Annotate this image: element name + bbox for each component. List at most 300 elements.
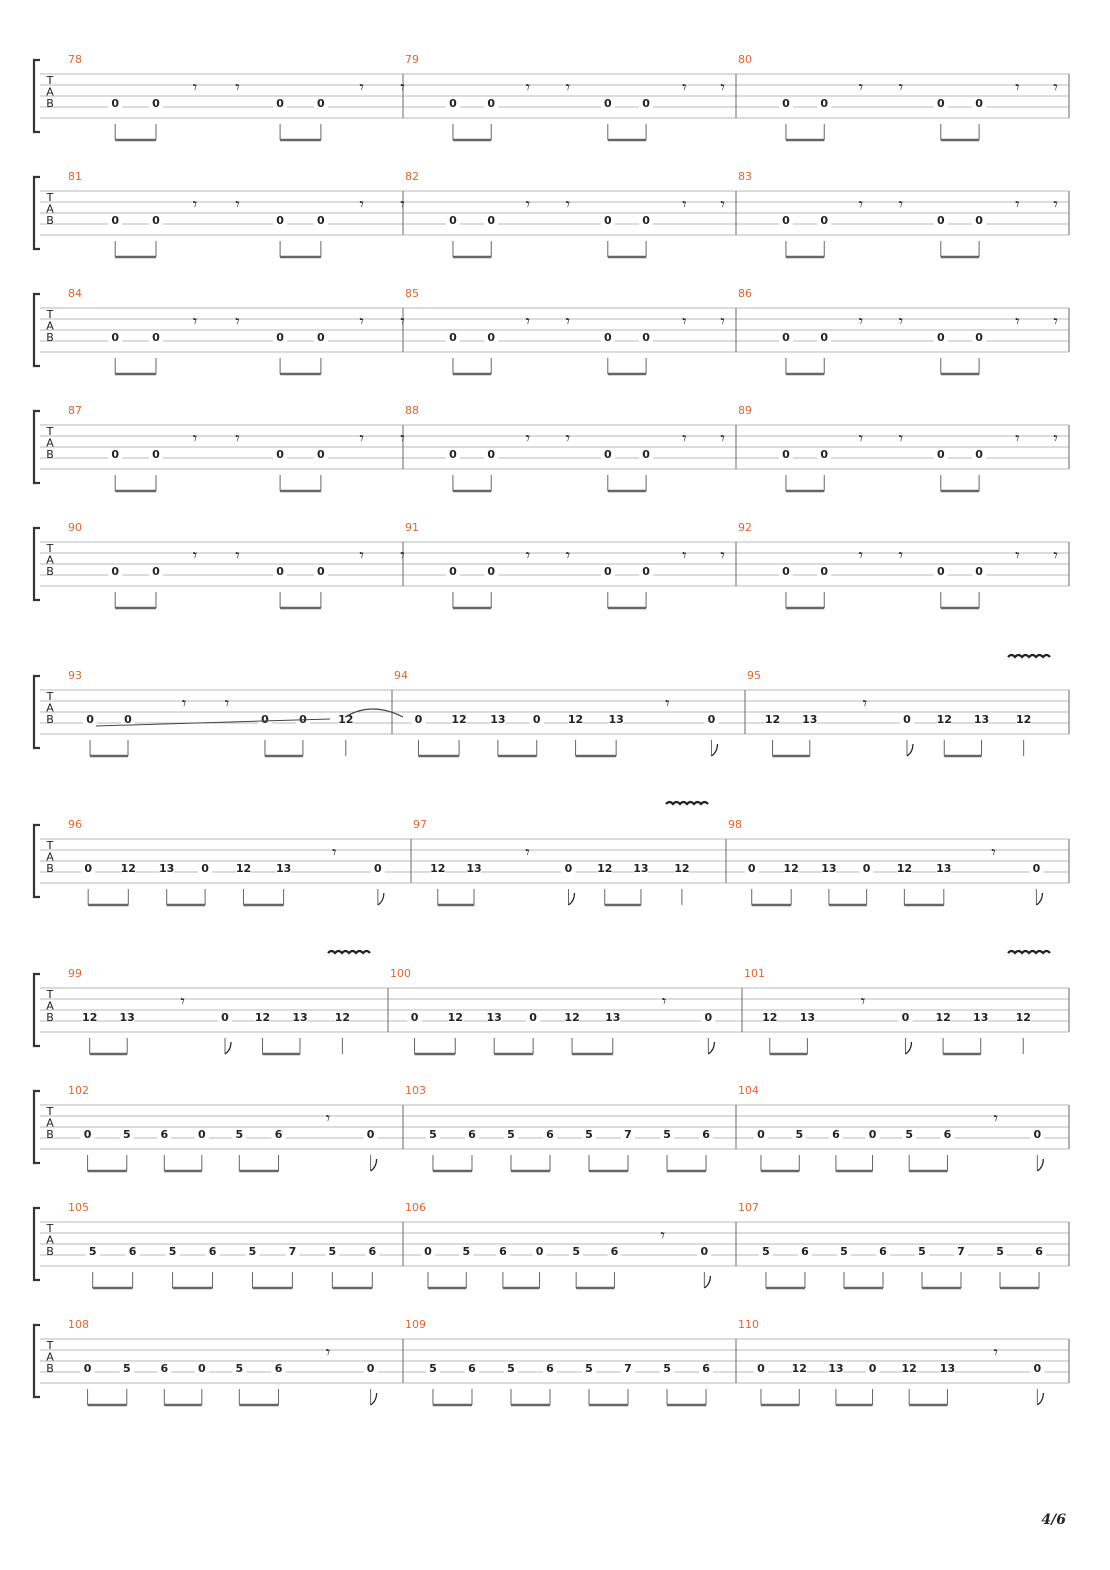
fret-number: 6 [468,1128,476,1141]
fret-number: 5 [572,1245,580,1258]
note-flag [225,1042,231,1054]
measure-number: 87 [68,404,82,417]
measure [68,967,350,1054]
fret-number: 0 [975,448,983,461]
fret-number: 0 [975,214,983,227]
fret-number: 0 [603,448,612,461]
fret-number: 0 [936,565,945,578]
fret-number: 0 [317,214,325,227]
fret-number: 0 [487,565,496,578]
eighth-rest: 𝄾 [235,195,240,215]
measure-number: 92 [738,521,752,534]
note-flag [711,744,717,756]
fret-number: 0 [782,331,790,344]
fret-number: 12 [235,862,252,875]
fret-number: 5 [235,1362,244,1375]
tab-clef-letter: A [46,202,54,216]
tab-clef-letter: T [46,988,54,1001]
measure [738,1318,1044,1405]
eighth-rest: 𝄾 [400,78,405,98]
tab-clef-letter: T [46,1339,54,1352]
fret-number: 0 [317,331,325,344]
fret-number: 0 [111,565,120,578]
measure-number: 90 [68,521,82,534]
fret-number: 12 [451,713,467,726]
eighth-rest: 𝄾 [860,992,866,1012]
tab-clef-letter: B [46,1245,54,1258]
vibrato-mark [1008,655,1050,657]
fret-number: 0 [487,448,496,461]
fret-number: 0 [862,862,871,875]
eighth-rest: 𝄾 [660,1226,666,1246]
measure [394,669,718,756]
system-bracket [34,177,40,249]
tab-clef-letter: T [46,425,54,438]
eighth-rest: 𝄾 [359,429,364,449]
fret-number: 0 [820,97,829,110]
eighth-rest: 𝄾 [400,546,405,566]
fret-number: 7 [624,1362,632,1375]
eighth-rest: 𝄾 [400,312,405,332]
tab-clef-letter: A [46,1116,54,1130]
measure-number: 103 [405,1084,426,1097]
measure-number: 89 [738,404,752,417]
measure [68,1084,378,1171]
fret-number: 5 [88,1245,97,1258]
fret-number: 12 [764,713,781,726]
eighth-rest: 𝄾 [720,546,725,566]
fret-number: 0 [366,1362,375,1375]
measure [738,170,1058,257]
fret-number: 0 [317,97,325,110]
tab-clef-letter: A [46,1350,54,1364]
fret-number: 5 [429,1128,437,1141]
eighth-rest: 𝄾 [400,195,405,215]
measure [738,287,1058,374]
eighth-rest: 𝄾 [1053,195,1058,215]
tab-clef-letter: B [46,1128,54,1141]
fret-number: 0 [529,1011,537,1024]
fret-number: 0 [642,214,650,227]
system-bracket [34,676,40,748]
measure [405,1201,711,1288]
tab-system [34,967,1069,1054]
fret-number: 5 [840,1245,848,1258]
note-flag [1037,1393,1043,1405]
eighth-rest: 𝄾 [359,312,364,332]
eighth-rest: 𝄾 [359,195,364,215]
eighth-rest: 𝄾 [661,992,667,1012]
fret-number: 0 [936,448,945,461]
eighth-rest: 𝄾 [1053,429,1058,449]
fret-number: 0 [487,331,496,344]
fret-number: 6 [879,1245,887,1258]
measure [413,818,690,905]
tab-system [34,404,1069,491]
fret-number: 0 [820,331,829,344]
fret-number: 0 [84,862,93,875]
tab-clef-letter: A [46,436,54,450]
tab-system [34,521,1069,608]
fret-number: 6 [1035,1245,1043,1258]
fret-number: 0 [642,331,650,344]
fret-number: 13 [275,862,292,875]
eighth-rest: 𝄾 [898,78,904,98]
eighth-rest: 𝄾 [565,312,571,332]
fret-number: 13 [936,862,952,875]
eighth-rest: 𝄾 [1015,78,1020,98]
fret-number: 0 [936,97,945,110]
measure [747,669,1031,756]
tab-system [34,818,1069,905]
fret-number: 0 [276,97,284,110]
tab-clef-letter: A [46,1233,54,1247]
system-bracket [34,1325,40,1397]
eighth-rest: 𝄾 [331,843,337,863]
eighth-rest: 𝄾 [1053,78,1058,98]
fret-number: 6 [832,1128,840,1141]
measure-number: 93 [68,669,82,682]
measure-number: 95 [747,669,761,682]
measure [738,53,1058,140]
fret-number: 0 [299,713,307,726]
measure [405,170,725,257]
fret-number: 0 [603,565,612,578]
eighth-rest: 𝄾 [565,78,571,98]
fret-number: 13 [821,862,837,875]
fret-number: 13 [973,1011,989,1024]
measure-number: 108 [68,1318,89,1331]
fret-number: 0 [374,862,382,875]
page-number: 4/6 [1041,1512,1066,1528]
eighth-rest: 𝄾 [898,546,904,566]
measure [68,669,353,756]
fret-number: 12 [901,1362,917,1375]
note-flag [1036,893,1042,905]
fret-number: 5 [328,1245,337,1258]
fret-number: 13 [605,1011,621,1024]
fret-number: 12 [762,1011,778,1024]
eighth-rest: 𝄾 [359,78,364,98]
eighth-rest: 𝄾 [235,429,240,449]
eighth-rest: 𝄾 [720,312,725,332]
eighth-rest: 𝄾 [192,195,198,215]
fret-number: 0 [1033,1362,1042,1375]
fret-number: 6 [801,1245,809,1258]
fret-number: 0 [197,1362,206,1375]
fret-number: 0 [111,448,120,461]
measure [390,967,715,1054]
fret-number: 12 [936,713,952,726]
fret-number: 0 [535,1245,544,1258]
fret-number: 6 [546,1128,554,1141]
measure-number: 102 [68,1084,89,1097]
measure [405,404,725,491]
fret-number: 0 [642,97,650,110]
fret-number: 5 [122,1128,131,1141]
eighth-rest: 𝄾 [325,1343,331,1363]
measure-number: 110 [738,1318,759,1331]
fret-number: 0 [197,1128,206,1141]
eighth-rest: 𝄾 [565,429,571,449]
system-bracket [34,825,40,897]
fret-number: 5 [762,1245,770,1258]
eighth-rest: 𝄾 [525,843,530,863]
tab-system [34,669,1069,756]
fret-number: 13 [490,713,506,726]
tab-clef-letter: A [46,85,54,99]
tab-clef-letter: B [46,1362,54,1375]
fret-number: 0 [152,214,160,227]
tab-system [34,287,1069,374]
fret-number: 0 [111,331,120,344]
measure [68,818,385,905]
eighth-rest: 𝄾 [1015,312,1020,332]
fret-number: 7 [288,1245,297,1258]
measure-number: 81 [68,170,82,183]
fret-number: 0 [704,1011,713,1024]
note-flag [371,1159,377,1171]
fret-number: 12 [254,1011,271,1024]
eighth-rest: 𝄾 [192,546,198,566]
eighth-rest: 𝄾 [993,1109,999,1129]
fret-number: 0 [487,214,496,227]
fret-number: 12 [674,862,690,875]
fret-number: 6 [160,1362,169,1375]
fret-number: 12 [783,862,799,875]
note-flag [907,744,913,756]
fret-number: 0 [276,565,284,578]
eighth-rest: 𝄾 [224,694,230,714]
eighth-rest: 𝄾 [720,78,725,98]
measure [68,1318,378,1405]
fret-number: 0 [111,97,120,110]
fret-number: 5 [122,1362,131,1375]
fret-number: 0 [366,1128,375,1141]
fret-number: 13 [486,1011,502,1024]
fret-number: 0 [532,713,541,726]
measure-number: 98 [728,818,742,831]
measure [738,521,1058,608]
eighth-rest: 𝄾 [665,694,670,714]
fret-number: 5 [996,1245,1004,1258]
eighth-rest: 𝄾 [181,694,187,714]
measure [405,1084,713,1171]
tab-system [34,1201,1069,1288]
fret-number: 0 [757,1128,765,1141]
fret-number: 12 [82,1011,98,1024]
measure-number: 78 [68,53,82,66]
eighth-rest: 𝄾 [858,78,864,98]
eighth-rest: 𝄾 [192,78,198,98]
eighth-rest: 𝄾 [1053,312,1058,332]
fret-number: 5 [248,1245,257,1258]
fret-number: 0 [782,97,790,110]
measure-number: 79 [405,53,419,66]
eighth-rest: 𝄾 [525,546,531,566]
fret-number: 0 [449,565,457,578]
system-bracket [34,411,40,483]
fret-number: 0 [1033,1128,1042,1141]
fret-number: 0 [276,331,284,344]
fret-number: 13 [119,1011,135,1024]
fret-number: 0 [111,214,120,227]
fret-number: 0 [487,97,496,110]
measure-number: 88 [405,404,419,417]
eighth-rest: 𝄾 [858,429,864,449]
measure-number: 84 [68,287,82,300]
eighth-rest: 𝄾 [858,312,864,332]
fret-number: 0 [642,448,650,461]
note-flag [906,1042,912,1054]
fret-number: 5 [905,1128,913,1141]
measure [68,521,405,608]
eighth-rest: 𝄾 [180,992,185,1012]
fret-number: 5 [168,1245,177,1258]
fret-number: 0 [564,862,573,875]
measure [405,521,725,608]
fret-number: 12 [564,1011,580,1024]
measure [405,53,725,140]
measure [744,967,1031,1054]
fret-number: 0 [276,214,284,227]
eighth-rest: 𝄾 [993,1343,999,1363]
fret-number: 6 [702,1362,710,1375]
measure [68,170,405,257]
measure [405,287,725,374]
fret-number: 0 [261,713,269,726]
eighth-rest: 𝄾 [682,312,687,332]
fret-number: 0 [782,565,790,578]
measure [738,1201,1046,1288]
fret-number: 0 [975,331,983,344]
fret-number: 0 [449,214,457,227]
fret-number: 0 [782,214,790,227]
fret-number: 12 [567,713,584,726]
fret-number: 0 [449,448,457,461]
measure [405,1318,713,1405]
fret-number: 13 [466,862,482,875]
system-bracket [34,294,40,366]
note-flag [1037,1159,1043,1171]
measure-number: 109 [405,1318,426,1331]
measure-number: 99 [68,967,82,980]
measure [68,404,405,491]
fret-number: 0 [868,1362,877,1375]
fret-number: 5 [429,1362,437,1375]
eighth-rest: 𝄾 [359,546,364,566]
eighth-rest: 𝄾 [192,429,198,449]
fret-number: 0 [975,97,983,110]
fret-number: 12 [120,862,136,875]
fret-number: 6 [943,1128,952,1141]
fret-number: 13 [633,862,649,875]
fret-number: 12 [791,1362,807,1375]
fret-number: 13 [973,713,990,726]
eighth-rest: 𝄾 [898,429,904,449]
fret-number: 0 [901,1011,910,1024]
fret-number: 12 [597,862,613,875]
measure-number: 85 [405,287,419,300]
fret-number: 5 [585,1128,593,1141]
fret-number: 0 [449,331,457,344]
tab-clef-letter: B [46,97,54,110]
tab-clef-letter: B [46,862,54,875]
fret-number: 12 [1015,713,1032,726]
fret-number: 0 [603,331,612,344]
tab-clef-letter: A [46,319,54,333]
fret-number: 0 [700,1245,709,1258]
fret-number: 5 [235,1128,244,1141]
tab-clef-letter: T [46,1222,54,1235]
eighth-rest: 𝄾 [235,78,240,98]
eighth-rest: 𝄾 [720,429,725,449]
eighth-rest: 𝄾 [858,546,864,566]
tab-clef-letter: B [46,448,54,461]
measure-number: 104 [738,1084,759,1097]
system-bracket [34,60,40,132]
fret-number: 0 [152,97,160,110]
fret-number: 0 [317,448,325,461]
fret-number: 0 [83,1362,92,1375]
eighth-rest: 𝄾 [1015,429,1020,449]
fret-number: 7 [957,1245,965,1258]
fret-number: 0 [317,565,325,578]
fret-number: 6 [274,1128,283,1141]
measure-number: 96 [68,818,82,831]
fret-number: 6 [128,1245,137,1258]
fret-number: 6 [274,1362,283,1375]
eighth-rest: 𝄾 [682,429,687,449]
fret-number: 13 [292,1011,308,1024]
measure [728,818,1043,905]
measure-number: 82 [405,170,419,183]
measure [738,404,1058,491]
note-flag [569,893,575,905]
eighth-rest: 𝄾 [682,78,687,98]
eighth-rest: 𝄾 [858,195,864,215]
measure-number: 86 [738,287,752,300]
tab-clef-letter: B [46,331,54,344]
fret-number: 6 [160,1128,169,1141]
fret-number: 0 [820,448,829,461]
fret-number: 0 [152,565,160,578]
fret-number: 0 [276,448,284,461]
fret-number: 0 [936,214,945,227]
eighth-rest: 𝄾 [720,195,725,215]
fret-number: 5 [918,1245,926,1258]
eighth-rest: 𝄾 [1053,546,1058,566]
fret-number: 0 [414,713,423,726]
fret-number: 0 [903,713,911,726]
system-bracket [34,974,40,1046]
tab-clef-letter: A [46,553,54,567]
vibrato-mark [666,802,708,804]
eighth-rest: 𝄾 [682,546,687,566]
fret-number: 13 [802,713,818,726]
fret-number: 0 [975,565,983,578]
tab-system [34,170,1069,257]
note-flag [708,1042,714,1054]
eighth-rest: 𝄾 [525,312,531,332]
fret-number: 0 [757,1362,765,1375]
tab-clef-letter: T [46,690,54,703]
fret-number: 0 [83,1128,92,1141]
measure-number: 94 [394,669,408,682]
fret-number: 7 [624,1128,632,1141]
tab-system [34,53,1069,140]
tab-clef-letter: T [46,542,54,555]
